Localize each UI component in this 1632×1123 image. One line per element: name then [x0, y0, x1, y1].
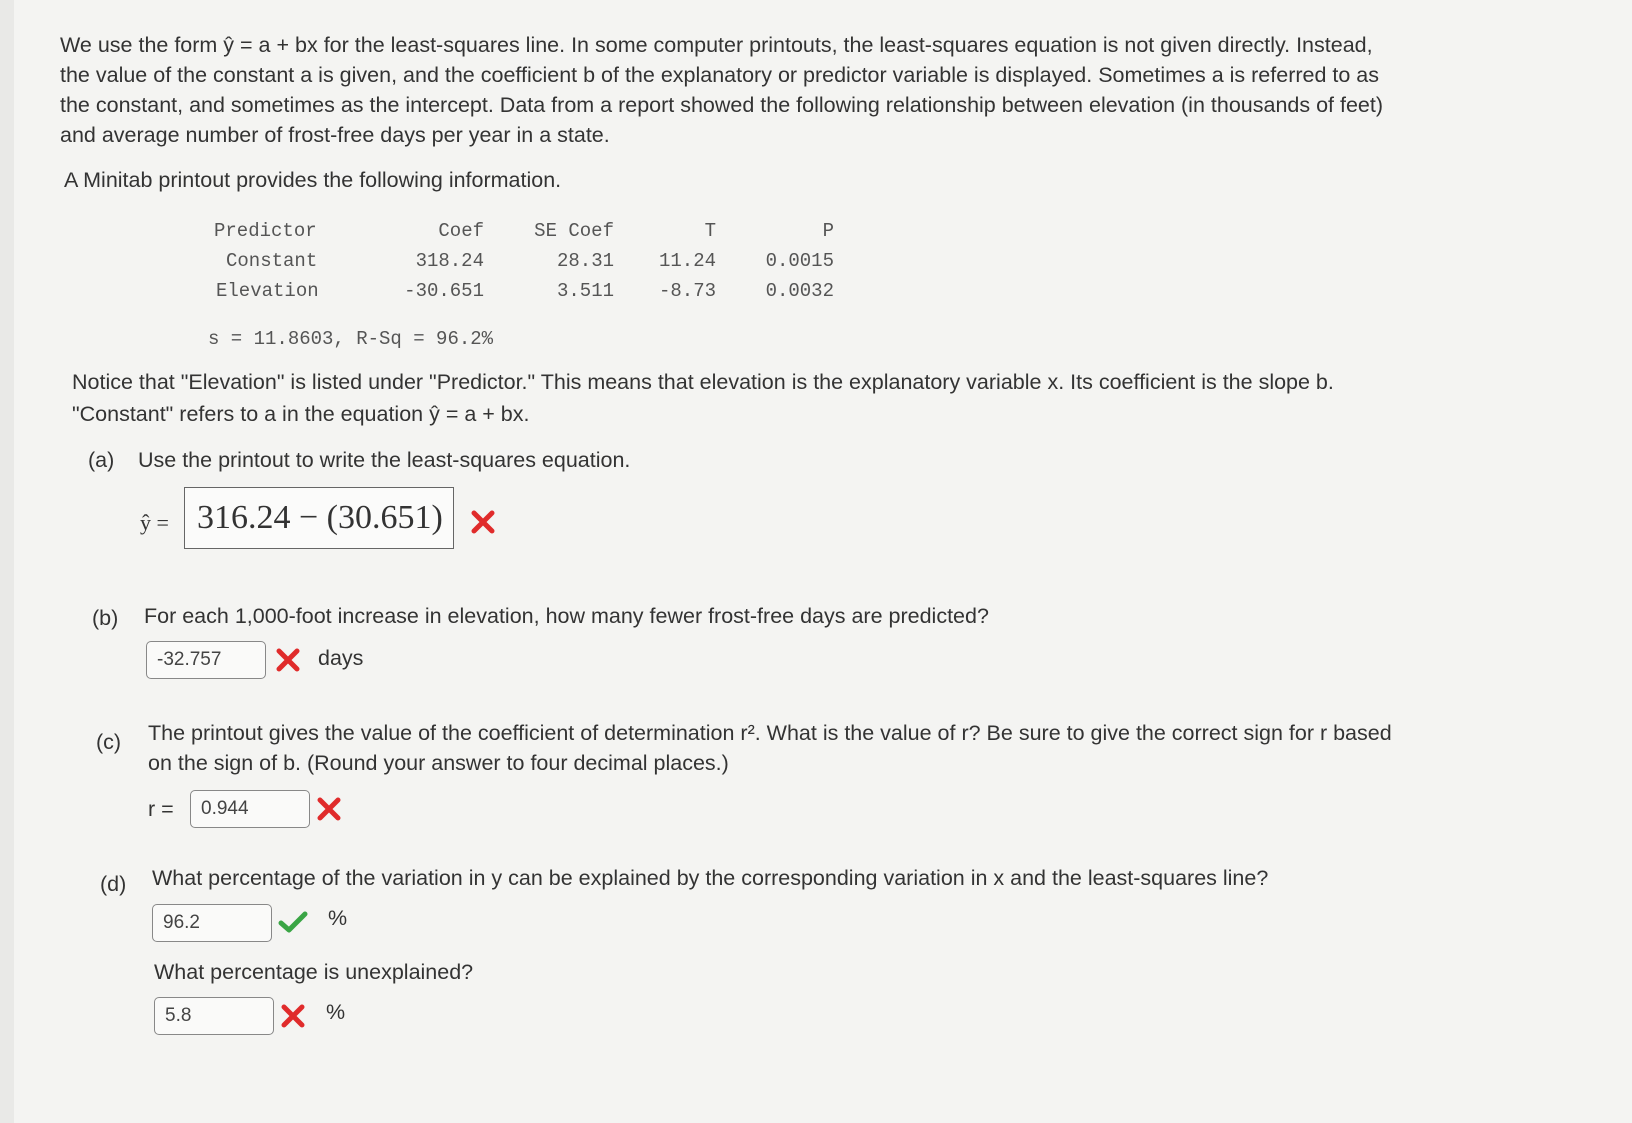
intro-line-1: We use the form ŷ = a + bx for the least-squares line. In some computer printouts, the least-squares equation is not given directly. Instead, — [60, 33, 1373, 57]
row-elevation-se: 3.511 — [556, 280, 614, 302]
part-d-question: What percentage of the variation in y can be explained by the corresponding variation in x and the least-squares line? — [152, 866, 1269, 890]
notice-paragraph — [72, 366, 1612, 430]
part-d-answer-field[interactable]: 96.2 — [152, 904, 272, 942]
part-b-question: For each 1,000-foot increase in elevation, how many fewer frost-free days are predicted? — [144, 604, 989, 628]
part-d-sub-question: What percentage is unexplained? — [154, 960, 474, 984]
row-constant-coef: 318.24 — [415, 250, 484, 272]
notice-line-2: "Constant" refers to a in the equation ŷ = a + bx. — [72, 402, 530, 426]
incorrect-x-icon — [275, 647, 301, 673]
intro-line-3: the constant, and sometimes as the intercept. Data from a report showed the following relationship between elevation (in thousands of feet) — [60, 93, 1384, 117]
row-elevation-coef: -30.651 — [404, 280, 484, 302]
row-constant-label: Constant — [226, 250, 318, 272]
part-d-sub-answer-field[interactable]: 5.8 — [154, 997, 274, 1035]
incorrect-x-icon — [280, 1003, 306, 1029]
row-constant-t: 11.24 — [658, 250, 716, 272]
part-b-label: (b) — [92, 606, 119, 630]
part-c-lhs: r = — [148, 797, 174, 821]
row-constant-p: 0.0015 — [765, 250, 834, 272]
part-a-question: Use the printout to write the least-squares equation. — [138, 448, 631, 472]
notice-line-1: Notice that "Elevation" is listed under "Predictor." This means that elevation is the explanatory variable x. Its coefficient is the slope b. — [72, 370, 1334, 394]
header-t: T — [704, 220, 716, 242]
part-a-answer-field[interactable]: 316.24 − (30.651) — [184, 487, 454, 549]
row-elevation-t: -8.73 — [658, 280, 716, 302]
row-elevation-p: 0.0032 — [765, 280, 834, 302]
intro-line-2: the value of the constant a is given, and the coefficient b of the explanatory or predictor variable is displayed. Sometimes a is referred to as — [60, 63, 1380, 87]
part-d-unit: % — [328, 906, 348, 930]
row-elevation-label: Elevation — [216, 280, 319, 302]
part-c-question-line-1: The printout gives the value of the coefficient of determination r². What is the value of r? Be sure to give the correct sign for r based — [148, 721, 1392, 745]
part-a-lhs: ŷ = — [140, 510, 169, 535]
incorrect-x-icon — [470, 509, 496, 535]
part-a-label: (a) — [88, 448, 115, 472]
incorrect-x-icon — [316, 796, 342, 822]
part-b-answer-field[interactable]: -32.757 — [146, 641, 266, 679]
row-constant-se: 28.31 — [556, 250, 614, 272]
part-d-sub-unit: % — [326, 1000, 346, 1024]
intro-paragraph — [60, 30, 1620, 150]
part-b-unit: days — [318, 646, 364, 670]
correct-check-icon — [278, 910, 308, 934]
regression-summary: s = 11.8603, R-Sq = 96.2% — [208, 328, 494, 350]
question-page — [14, 0, 1632, 1123]
part-c-question — [148, 718, 1608, 778]
intro-line-4: and average number of frost-free days per year in a state. — [60, 123, 610, 147]
header-se-coef: SE Coef — [534, 220, 614, 242]
header-p: P — [822, 220, 834, 242]
header-predictor: Predictor — [214, 220, 317, 242]
part-c-label: (c) — [96, 730, 122, 754]
part-c-question-line-2: on the sign of b. (Round your answer to four decimal places.) — [148, 751, 729, 775]
part-d-label: (d) — [100, 872, 127, 896]
header-coef: Coef — [438, 220, 484, 242]
printout-intro: A Minitab printout provides the following information. — [64, 168, 562, 192]
part-c-answer-field[interactable]: 0.944 — [190, 790, 310, 828]
